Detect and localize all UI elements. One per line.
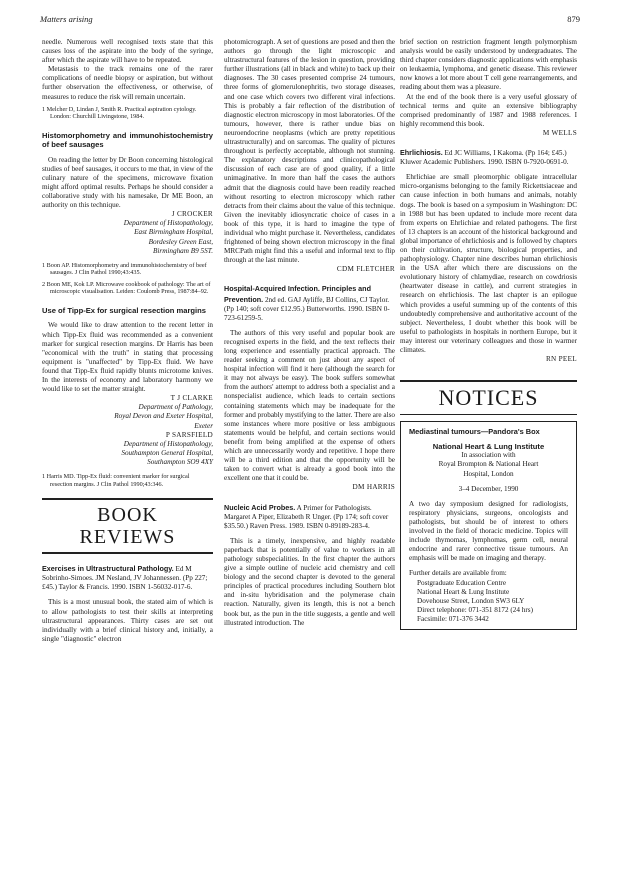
notice-institution: National Heart & Lung Institute (432, 442, 545, 452)
paragraph: We would like to draw attention to the recent letter in which Tipp-Ex fluid was recommended as a convenient marker for surgical resection margins. Dr Harris has been "economical with the truth" in stating that processing equipment is "unaffected" by Tipp-Ex fluid. We have found that Tipp-Ex fluid rapidly blunts microtome knives. In the interests of economy and laboratory harmony we would like to set the matter straight. (42, 321, 213, 394)
review-meta: A Primer for Pathologists. Margaret A Piper, Elizabeth R Unger. (Pp 174; soft cover $35.50.) Raven Press. 1989. ISBN 0-89189-283-4. (224, 503, 389, 530)
notice-association: In association with (461, 451, 516, 460)
signature-affiliation: Southampton SO9 4XY (147, 457, 213, 466)
paragraph: brief section on restriction fragment length polymorphism analysis would be easily understood by undergraduates. The third chapter considers diagnostic applications with emphasis on leukaemia, lymphoma, and genetic disease. This reviewer now knows a lot more about T cell gene rearrangements, and reading about them was a pleasure. (400, 38, 577, 92)
notice-address-line: National Heart & Lung Institute (417, 587, 510, 596)
notice-contact-intro: Further details are available from: (409, 569, 507, 578)
running-header-section: Matters arising (40, 14, 93, 24)
signature-name: J CROCKER (171, 210, 213, 219)
signature-affiliation: East Birmingham Hospital, (134, 228, 213, 237)
review-title: Nucleic Acid Probes. (224, 502, 296, 512)
signature-affiliation: Exeter (194, 421, 213, 430)
review-heading (400, 148, 577, 167)
column-right (400, 38, 577, 630)
review-meta: Ed M Sobrinho-Simoes. JM Nesland, JV Johannessen. (Pp 227; £45.) Taylor & Francis. 1990. ISBN 1-56032-017-6. (42, 565, 208, 592)
review-title: Ehrlichiosis. (400, 148, 443, 158)
reviewer-signature: M WELLS (542, 128, 577, 137)
paragraph: photomicrograph. A set of questions are posed and then the authors go through the light microscopic and ultrastructural features of the lesion in question, providing further illustrations (all in black and white) to back up their diagnoses. The 30 cases presented comprise 24 tumours, three forms of glomerulonephritis, two storage diseases, and one case which covers two different viral infections. This is probably a fair reflection of the distribution of diagnostic electron microscopy in most laboratories. Of the tumours, however, there is rather undue bias on neuroendocrine neoplasms (which are pretty repetitious ultrastructurally) and on sarcomas. The quality of pictures throughout is perfectly acceptable, although not stunning. The explanatory descriptions and clinicopathological discussion of each case are of good quality, if a little unimaginative. In more than half the cases the authors admit that the diagnosis could have been readily reached without resorting to electron microscopy which rather detracts from their claims about the value of this technique. Given the inevitably idiosyncratic choice of cases in a book of this type, it is hard to imagine the type of individual who might purchase it. Nevertheless, candidates frightened of being shown electron microscopy in the final MRCPath might find this a useful and informal text to flip through at the last minute. (224, 38, 395, 265)
notice-description: A two day symposium designed for radiologists, respiratory physicians, surgeons, oncologists and pathologists, but should be of interest to others involved in the field of thoracic medicine. Topics will include thymomas, lymphomas, germ cell, neural endocrine and rarer connective tissue tumours. An emphasis will be made on imaging and therapy. (409, 499, 568, 563)
page-number: 879 (567, 14, 580, 24)
notice-fax: Facsimile: 071-376 3442 (417, 614, 489, 623)
paragraph: This is a most unusual book, the stated aim of which is to allow pathologists to test their skills at interpreting ultrastructural appearances. Thirty cases are set out individually with a brief clinical history and, initially, a single "diagnostic" electron (42, 598, 213, 643)
review-meta: 2nd ed. GAJ Ayliffe, BJ Collins, CJ Taylor. (Pp 140; soft cover £12.95.) Butterworths. 1990. ISBN 0-723-61259-5. (224, 295, 390, 322)
paragraph: This is a timely, inexpensive, and highly readable paperback that is potentially of value to workers in all pathology subspecialities. In the first chapter the authors give a simple outline of nucleic acid chemistry and cell biology and the second chapter is devoted to the general principles of practical procedures including Southern blot and in-situ hybridisation and the polymerase chain reaction. Naturally, given its length, this is not a bench book but, as the pun in the title suggests, a gentle and well illustrated introduction. The (224, 536, 395, 627)
notice-institution: Royal Brompton & National Heart (438, 460, 539, 469)
signature-name: T J CLARKE (170, 394, 213, 403)
review-heading (42, 564, 213, 592)
signature-affiliation: Royal Devon and Exeter Hospital, (114, 412, 213, 421)
notice-telephone: Direct telephone: 071-351 8172 (24 hrs) (417, 605, 533, 614)
notices-banner: NOTICES (400, 380, 577, 415)
notice-title: Mediastinal tumours—Pandora's Box (409, 427, 540, 437)
notice-box (400, 421, 577, 630)
signature-name: P SARSFIELD (165, 430, 213, 439)
signature-affiliation: Bordesley Green East, (148, 237, 213, 246)
paragraph: Metastasis to the track remains one of the rarer complications of needle biopsy or aspiration, but without further observation the effectiveness, or otherwise, of measures to reduce the risk will remain uncertain. (42, 65, 213, 101)
notice-address-line: Postgraduate Education Centre (417, 578, 507, 587)
paragraph: The authors of this very useful and popular book are recognised experts in the field, and the text reflects their long experience and essentially practical approach. The reader seeking a comment on just about any aspect of hospital infection will find it here (although the search for it may not always be easy). The book suffers somewhat from the authors' attempt to address both a specialist and a nonspecialist audience, which leads to certain sections containing statements which may be inadequate for the former and probably mystifying to the latter. There are also some instances where more positive or less ambiguous statements would be helpful, and certain sections would benefit from being amplified at the expense of others which are unnecessarily wordy and repetitive. I hope there will be a third edition and that the opportunity will be taken to convert what is already a good book into the excellent one that it could be. (224, 328, 395, 483)
column-middle (224, 38, 395, 628)
signature-affiliation: Southampton General Hospital, (121, 448, 213, 457)
review-title: Exercises in Ultrastructural Pathology. (42, 564, 174, 574)
letter-heading-sausages: Histomorphometry and immunohistochemistry of beef sausages (42, 130, 213, 150)
review-title: Hospital-Acquired Infection. Principles and Prevention. (224, 284, 371, 304)
review-meta: Ed JC Williams, I Kakoma. (Pp 164; £45.) Kluwer Academic Publishers. 1990. ISBN 0-7920-0691-0. (400, 149, 569, 167)
reviewer-signature: CDM FLETCHER (336, 265, 395, 274)
paragraph: Ehrlichiae are small pleomorphic obligate intracellular micro-organisms belonging to the family Rickettsiaceae and can cause infection in both humans and animals, notably dogs. The book is based on a symposium in Washington: DC in 1988 but has been updated to include more recent data from experts on Ehrlichiae and related pathogens. The first of 13 chapters is an account of the historical background and global importance of ehrlichiosis and is followed by chapters on their cultivation, structure, biological properties, and pathophysiology. Chapter nine describes human ehrlichiosis in the USA after which there are discussions on the evolutionary history of chlamydiae, research on cowdriosis (heartwater disease in cattle), and current strategies in research on ehrlichiosis. The last chapter is an epilogue which provides a useful summing up of the contents of this undoubtedly comprehensive and authoritative account of the subject. Nevertheless, I doubt whether this book will be useful to pathologists in hospitals in northern Europe, but it may interest our veterinary colleagues and those in warmer climates. (400, 173, 577, 354)
reference: 2 Boon ME, Kok LP. Microwave cookbook of pathology: The art of microscopic visualisation. Leiden: Coulomb Press, 1987:84–92. (42, 280, 211, 296)
reference: 1 Melcher D, Lindan J, Smith R. Practical aspiration cytology. London: Churchill Livingstone, 1984. (42, 105, 197, 121)
notice-date: 3–4 December, 1990 (458, 484, 519, 493)
book-reviews-title: REVIEWS (79, 526, 176, 549)
book-reviews-banner (42, 498, 213, 554)
signature-affiliation: Department of Pathology, (138, 403, 213, 412)
paragraph: needle. Numerous well recognised texts state that this causes loss of the aspirate into the body of the syringe, after which the aspirate will have to be repeated. (42, 38, 213, 65)
reference: 1 Boon AP. Histomorphometry and immunohistochemistry of beef sausages. J Clin Pathol 1990;43:435. (42, 261, 207, 277)
reviewer-signature: DM HARRIS (352, 483, 395, 492)
review-heading (224, 503, 395, 531)
column-left (42, 38, 213, 644)
notice-address-line: Dovehouse Street, London SW3 6LY (417, 596, 525, 605)
book-reviews-title: BOOK (97, 504, 158, 527)
notice-institution: Hospital, London (463, 469, 514, 478)
paragraph: On reading the letter by Dr Boon concerning histological studies of beef sausages, it occurs to me that, in view of the culinary nature of the specimens, microwave fixation might afford optimal results. Perhaps he should consider a collaborative study with his namesake, Dr ME Boon, an authority on this technique. (42, 155, 213, 210)
signature-affiliation: Birmingham B9 5ST. (153, 246, 213, 255)
reference: 1 Harris MD. Tipp-Ex fluid: convenient marker for surgical resection margins. J Clin Pathol 1990;43:346. (42, 472, 190, 488)
paragraph: At the end of the book there is a very useful glossary of technical terms and quite an extensive bibliography comprised predominantly of 1987 and 1988 references. I highly recommend this book. (400, 92, 577, 128)
review-heading (224, 284, 395, 322)
letter-heading-tippex: Use of Tipp-Ex for surgical resection margins (42, 306, 207, 316)
signature-affiliation: Department of Histopathology, (123, 439, 213, 448)
reviewer-signature: RN PEEL (545, 355, 577, 364)
signature-affiliation: Department of Histopathology, (123, 219, 213, 228)
